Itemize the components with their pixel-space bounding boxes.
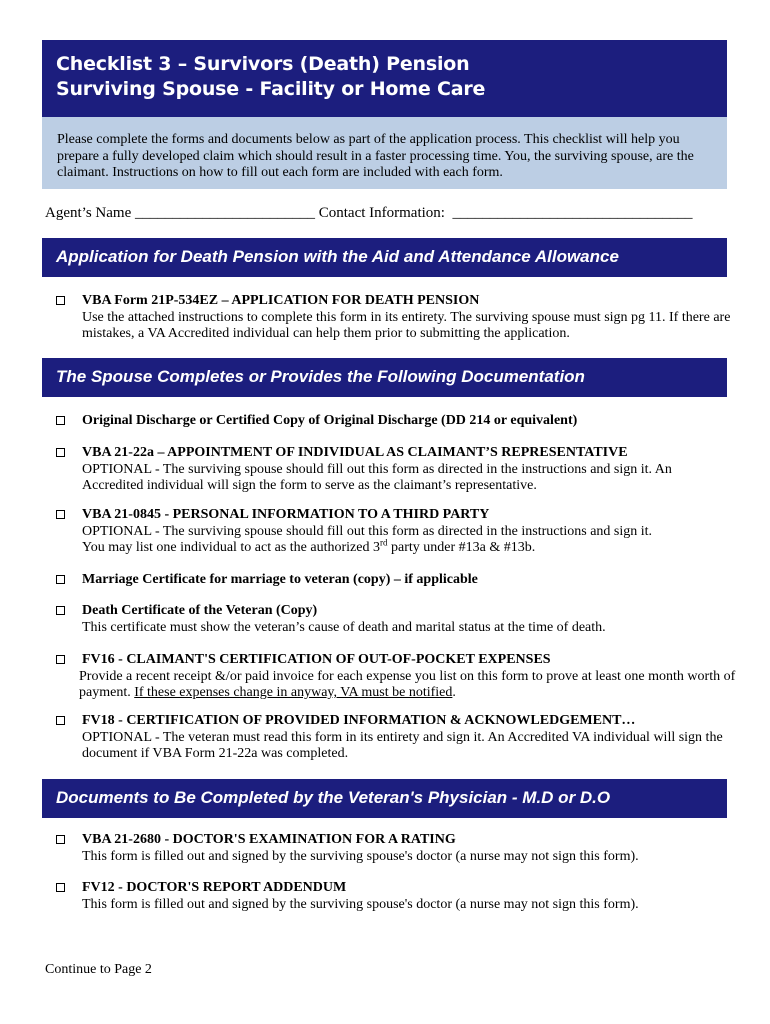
checkbox-icon[interactable] [56,575,65,584]
section-header-spouse-documentation [42,358,727,397]
checklist-item-fv18 [56,713,736,763]
item-title: Original Discharge or Certified Copy of Original Discharge (DD 214 or equivalent) [82,413,578,428]
checkbox-icon[interactable] [56,510,65,519]
checklist-item-dd214 [56,413,736,430]
intro-instructions: Please complete the forms and documents below as part of the application process. This checklist will help you prepare a fully developed claim which should result in a faster processing time. You, the surviving spouse, are the claimant. Instructions on how to fill out each form are included with each form. [42,117,727,189]
section-title: Documents to Be Completed by the Veteran's Physician - M.D or D.O [56,788,611,807]
checklist-header [42,40,727,117]
section-header-application [42,238,727,277]
item-title: VBA Form 21P-534EZ – APPLICATION FOR DEATH PENSION [82,293,480,308]
desc-text: Provide a recent receipt &/or paid invoice for each expense you list on this form to prove at least one month worth of payment. [79,668,736,700]
checklist-item-21-0845 [56,507,736,557]
item-title: Marriage Certificate for marriage to veteran (copy) – if applicable [82,572,478,587]
agent-name-blank[interactable]: ________________________ [134,205,315,221]
checkbox-icon[interactable] [56,296,65,305]
checklist-item-fv16 [56,652,736,702]
agent-contact-line [45,205,692,222]
ordinal-superscript: rd [379,537,388,548]
item-title: VBA 21-2680 - DOCTOR'S EXAMINATION FOR A RATING [82,832,456,847]
checklist-item-marriage-certificate [56,572,736,589]
contact-info-blank[interactable]: ________________________________ [452,205,693,221]
checklist-item-fv12 [56,880,736,913]
item-description: This form is filled out and signed by the surviving spouse's doctor (a nurse may not sign this form). [82,848,639,864]
checkbox-icon[interactable] [56,606,65,615]
item-description: This certificate must show the veteran’s cause of death and marital status at the time of death. [82,619,606,635]
item-description-line1: OPTIONAL - The surviving spouse should fill out this form as directed in the instructions and sign it. [82,523,653,539]
item-title: FV16 - CLAIMANT'S CERTIFICATION OF OUT-OF-POCKET EXPENSES [82,652,551,667]
item-description: Use the attached instructions to complete this form in its entirety. The surviving spouse must sign pg 11. If there are mistakes, a VA Accredited individual can help them prior to submitting the application. [82,309,731,341]
contact-info-label: Contact Information: [318,205,445,221]
item-title: VBA 21-22a – APPOINTMENT OF INDIVIDUAL AS CLAIMANT’S REPRESENTATIVE [82,445,628,460]
desc-text: . [452,685,456,700]
checklist-item-21-2680 [56,832,736,865]
checkbox-icon[interactable] [56,416,65,425]
checklist-item-21-22a [56,445,736,495]
checkbox-icon[interactable] [56,835,65,844]
checklist-title-line2: Surviving Spouse - Facility or Home Care [56,78,486,100]
checkbox-icon[interactable] [56,448,65,457]
desc-underlined-text: If these expenses change in anyway, VA must be notified [134,685,453,700]
checkbox-icon[interactable] [56,883,65,892]
continue-footer: Continue to Page 2 [45,962,152,977]
item-description-line2 [82,537,736,557]
item-title: VBA 21-0845 - PERSONAL INFORMATION TO A THIRD PARTY [82,507,490,522]
desc-text: party under #13a & #13b. [387,540,536,555]
item-title: FV18 - CERTIFICATION OF PROVIDED INFORMATION & ACKNOWLEDGEMENT… [82,713,636,728]
checkbox-icon[interactable] [56,716,65,725]
section-header-physician-documents [42,779,727,818]
item-description [79,669,736,702]
item-description: This form is filled out and signed by the surviving spouse's doctor (a nurse may not sign this form). [82,896,639,912]
checklist-item-21p-534ez [56,293,736,343]
item-title: FV12 - DOCTOR'S REPORT ADDENDUM [82,880,347,895]
item-description: OPTIONAL - The surviving spouse should fill out this form as directed in the instructions and sign it. An Accredited individual will sign the form to serve as the claimant’s representative. [82,461,672,493]
checklist-title-line1: Checklist 3 – Survivors (Death) Pension [56,53,470,75]
section-title: The Spouse Completes or Provides the Following Documentation [56,367,585,386]
item-description: OPTIONAL - The veteran must read this form in its entirety and sign it. An Accredited VA individual will sign the document if VBA Form 21-22a was completed. [82,729,723,761]
item-title: Death Certificate of the Veteran (Copy) [82,603,318,618]
desc-text: You may list one individual to act as the authorized 3 [82,540,380,555]
agent-name-label: Agent’s Name [45,205,132,221]
checklist-item-death-certificate [56,603,736,636]
checkbox-icon[interactable] [56,655,65,664]
section-title: Application for Death Pension with the Aid and Attendance Allowance [56,247,619,266]
